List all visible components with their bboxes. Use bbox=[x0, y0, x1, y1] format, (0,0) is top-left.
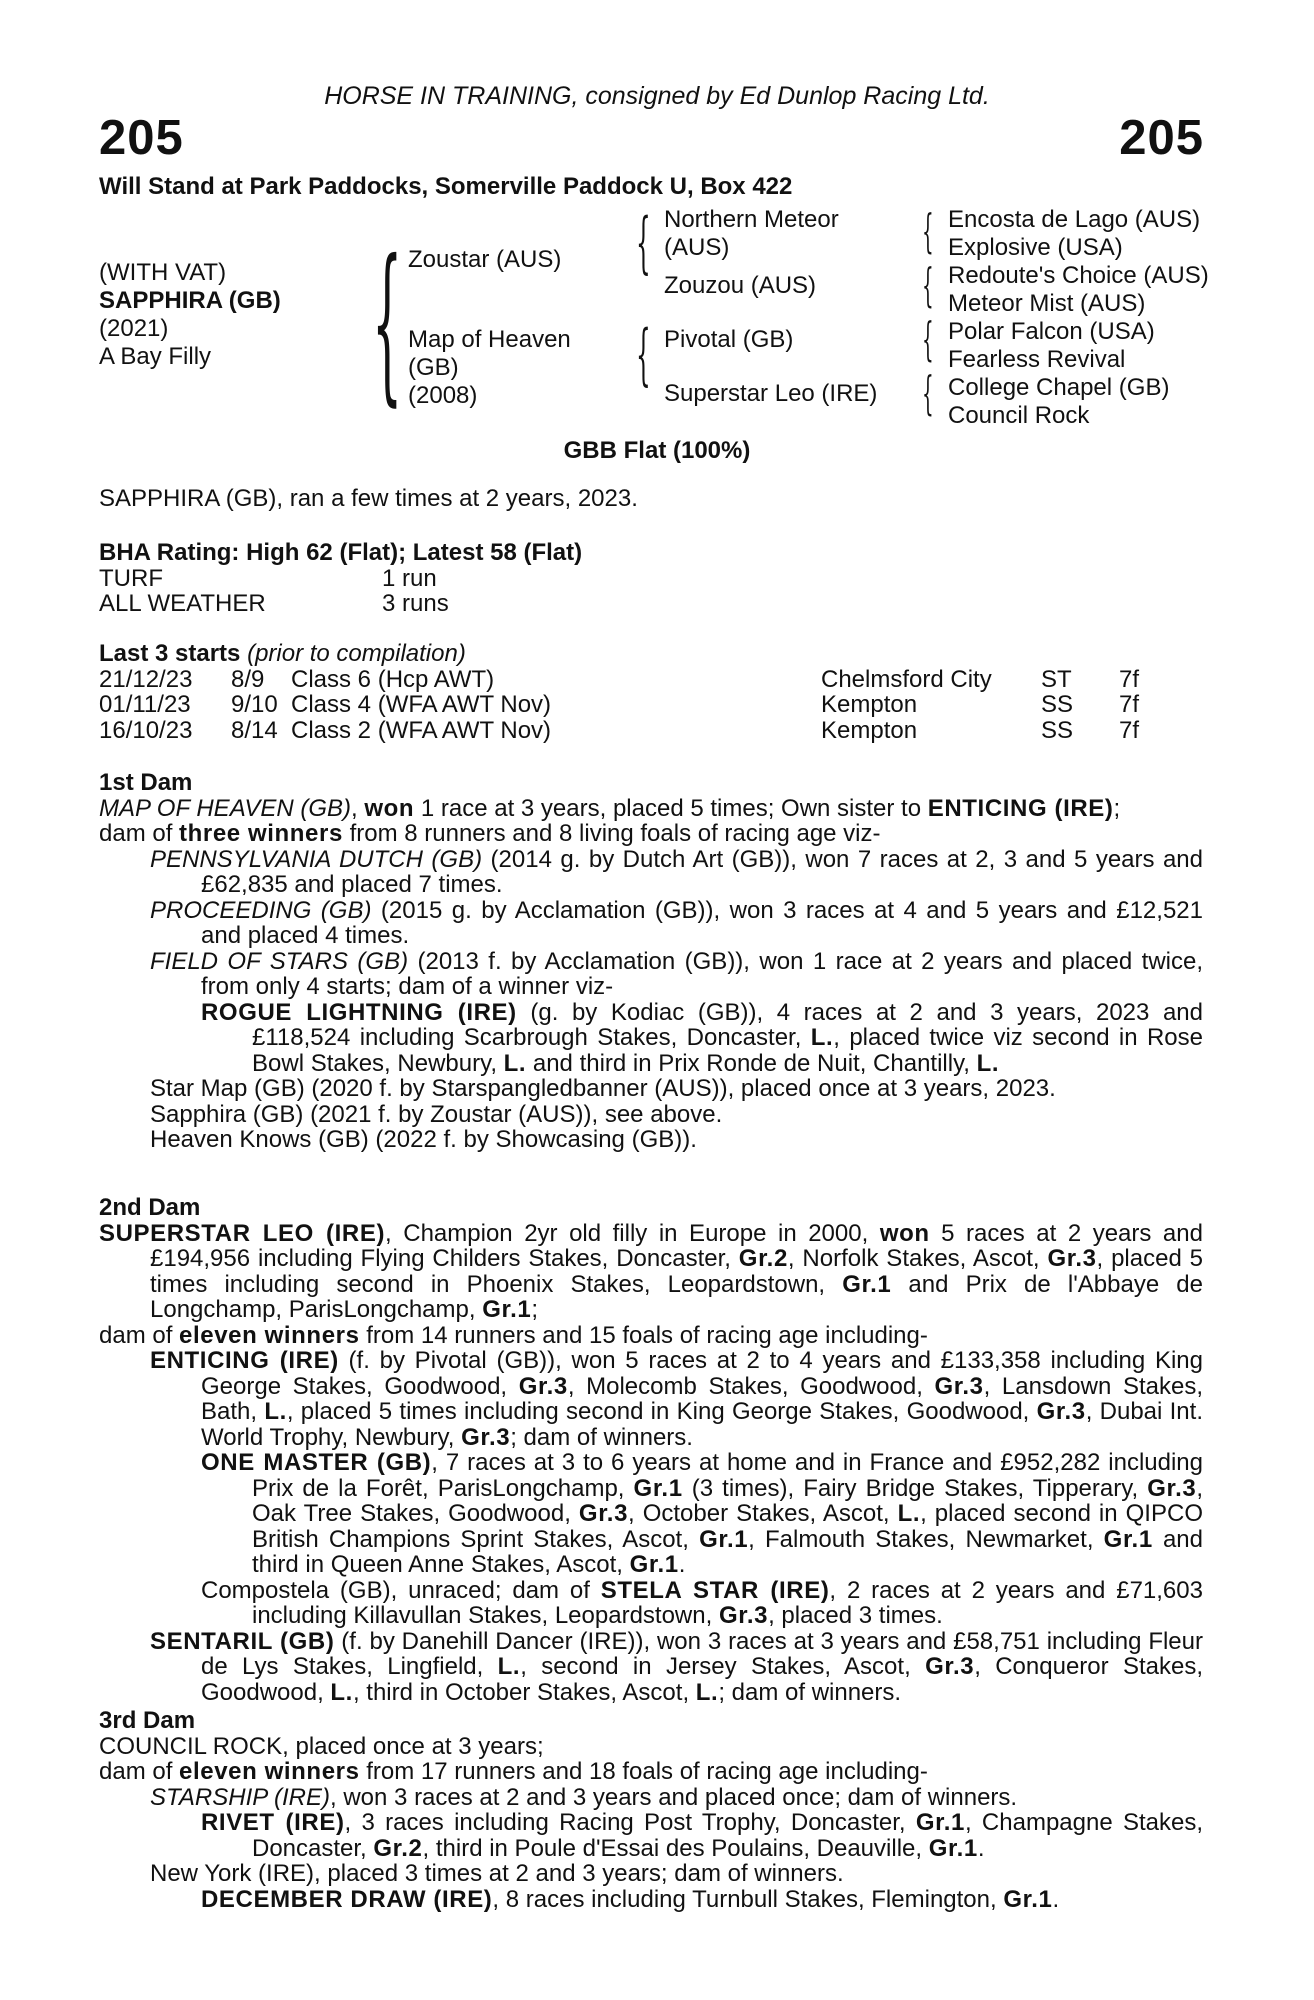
start-distance: 7f bbox=[1119, 691, 1140, 718]
t: dam of bbox=[99, 1758, 180, 1785]
second-dam-name: SUPERSTAR LEO (IRE) bbox=[99, 1219, 386, 1247]
group-label: Gr.3 bbox=[1036, 1398, 1086, 1425]
last-starts-heading bbox=[99, 641, 1203, 667]
t: ; dam of winners. bbox=[510, 1423, 693, 1451]
third-dam-title: 3rd Dam bbox=[99, 1707, 196, 1734]
group-label: Gr.3 bbox=[461, 1423, 511, 1451]
pedigree-dam-name: Map of Heaven bbox=[408, 326, 571, 353]
horse-description: A Bay Filly bbox=[99, 343, 212, 370]
t: , third in October Stakes, Ascot, bbox=[352, 1678, 696, 1706]
produce-compostela bbox=[99, 1578, 1203, 1629]
vat-label: (WITH VAT) bbox=[99, 259, 227, 286]
start-course: Kempton bbox=[821, 691, 918, 718]
t: dam of bbox=[99, 1321, 180, 1349]
pedigree-brace-main: { bbox=[372, 224, 403, 422]
produce-one-master bbox=[99, 1450, 1203, 1578]
t: , placed 3 times. bbox=[768, 1602, 943, 1629]
consignment-line: HORSE IN TRAINING, consigned by Ed Dunlop Racing Ltd. bbox=[324, 82, 990, 110]
t: , Champagne Stakes, Doncaster, bbox=[252, 1809, 1203, 1862]
t: , Norfolk Stakes, Ascot, bbox=[787, 1245, 1048, 1272]
produce-heaven-knows: Heaven Knows (GB) (2022 f. by Showcasing (GB)). bbox=[150, 1126, 697, 1153]
t: from 8 runners and 8 living foals of racing age viz- bbox=[342, 820, 881, 847]
t: , won 3 races at 2 and 3 years and placed once; dam of winners. bbox=[330, 1783, 1018, 1811]
t: . bbox=[1052, 1885, 1060, 1913]
pedigree-gen3-group bbox=[948, 206, 1209, 430]
group-label: Gr.1 bbox=[482, 1296, 532, 1323]
start-position: 9/10 bbox=[231, 691, 278, 718]
pedigree-ss-country: (AUS) bbox=[664, 234, 730, 261]
start-date: 21/12/23 bbox=[99, 665, 193, 693]
stand-location: Will Stand at Park Paddocks, Somerville Paddock U, Box 422 bbox=[99, 173, 793, 200]
produce-name: PROCEEDING (GB) bbox=[150, 896, 372, 924]
third-dam-record: COUNCIL ROCK, placed once at 3 years; bbox=[99, 1732, 544, 1760]
start-position: 8/14 bbox=[231, 716, 278, 744]
last-starts-rows bbox=[99, 667, 1203, 744]
listed-label: L. bbox=[503, 1049, 527, 1077]
produce-pennsylvania-dutch bbox=[99, 847, 1203, 898]
start-row bbox=[99, 667, 1203, 693]
sister-name: ENTICING (IRE) bbox=[927, 794, 1114, 822]
start-class: Class 4 (WFA AWT Nov) bbox=[291, 691, 552, 718]
group-label: Gr.1 bbox=[1103, 1525, 1153, 1553]
t: (2014 g. by Dutch Art (GB)), won 7 races at 2, 3 and 5 years and £62,835 and placed 7 times. bbox=[201, 845, 1204, 898]
produce-proceeding bbox=[99, 898, 1203, 949]
group-label: Gr.1 bbox=[915, 1809, 965, 1836]
pedigree-brace-ss: { bbox=[922, 204, 934, 258]
start-date: 16/10/23 bbox=[99, 716, 193, 744]
second-dam-title: 2nd Dam bbox=[99, 1194, 201, 1221]
horse-year: (2021) bbox=[99, 315, 169, 342]
produce-december-draw bbox=[99, 1887, 1203, 1913]
group-label: Gr.3 bbox=[925, 1653, 975, 1680]
pedigree-ssd: Explosive (USA) bbox=[948, 234, 1123, 261]
group-label: Gr.1 bbox=[699, 1525, 749, 1553]
listed-label: L. bbox=[497, 1653, 521, 1680]
pedigree-ddd: Council Rock bbox=[948, 402, 1090, 429]
last-starts-section bbox=[99, 641, 1203, 743]
produce-field-of-stars bbox=[99, 949, 1203, 1000]
pedigree-dam bbox=[408, 326, 571, 410]
start-row bbox=[99, 692, 1203, 718]
produce-starship bbox=[99, 1785, 1203, 1811]
group-label: Gr.3 bbox=[718, 1602, 769, 1629]
produce-sapphira: Sapphira (GB) (2021 f. by Zoustar (AUS)), see above. bbox=[150, 1100, 723, 1128]
pedigree-dds: College Chapel (GB) bbox=[948, 374, 1170, 401]
first-dam-section bbox=[99, 770, 1203, 1153]
pedigree-sire-sire bbox=[664, 206, 839, 262]
t: , Falmouth Stakes, Newmarket, bbox=[748, 1525, 1104, 1553]
pedigree-dsd: Fearless Revival bbox=[948, 346, 1126, 373]
start-going: ST bbox=[1041, 665, 1072, 693]
first-dam-name: MAP OF HEAVEN (GB) bbox=[99, 794, 352, 822]
t: . bbox=[977, 1834, 985, 1862]
t: (2015 g. by Acclamation (GB)), won 3 races at 4 and 5 years and £12,521 and placed 4 times. bbox=[201, 896, 1203, 949]
rating-turf-row bbox=[99, 566, 1203, 592]
t: ; dam of winners. bbox=[718, 1678, 902, 1706]
t: and Prix de l'Abbaye de Longchamp, ParisLongchamp, bbox=[150, 1270, 1203, 1323]
group-label: Gr.3 bbox=[1147, 1474, 1197, 1502]
produce-enticing bbox=[99, 1348, 1203, 1450]
pedigree-ss-name: Northern Meteor bbox=[664, 206, 839, 233]
start-distance: 7f bbox=[1119, 716, 1140, 744]
group-label: Gr.1 bbox=[633, 1474, 683, 1502]
first-dam-produce bbox=[99, 821, 1203, 847]
t: Compostela (GB), unraced; dam of bbox=[201, 1576, 601, 1604]
t: , Conqueror Stakes, Goodwood, bbox=[201, 1653, 1204, 1706]
t: (2013 f. by Acclamation (GB)), won 1 race at 2 years and placed twice, from only 4 starts; dam of a winner viz- bbox=[201, 947, 1203, 1000]
group-label: Gr.2 bbox=[373, 1834, 423, 1862]
t: , second in Jersey Stakes, Ascot, bbox=[520, 1653, 926, 1680]
produce-name: ONE MASTER (GB) bbox=[201, 1449, 432, 1476]
t: , 3 races including Racing Post Trophy, Doncaster, bbox=[344, 1809, 916, 1836]
t: (f. by Pivotal (GB)), won 5 races at 2 to 4 years and £133,358 including King George Stakes, Goodwood, bbox=[201, 1347, 1203, 1400]
t: , placed 5 times including second in King George Stakes, Goodwood, bbox=[286, 1398, 1037, 1425]
t: (f. by Danehill Dancer (IRE)), won 3 races at 3 years and £58,751 including Fleur de Lys Stakes, Lingfield, bbox=[201, 1627, 1203, 1680]
t: from 14 runners and 15 foals of racing age including- bbox=[359, 1321, 928, 1349]
t: 5 races at 2 years and £194,956 including Flying Childers Stakes, Doncaster, bbox=[150, 1219, 1203, 1272]
t: , placed twice viz second in Rose Bowl Stakes, Newbury, bbox=[252, 1024, 1203, 1077]
last-starts-note: (prior to compilation) bbox=[247, 640, 466, 667]
group-label: Gr.1 bbox=[928, 1834, 978, 1862]
pedigree-sire-dam: Zouzou (AUS) bbox=[664, 272, 817, 299]
pedigree-brace-dam: { bbox=[636, 316, 651, 393]
third-dam-produce bbox=[99, 1759, 1203, 1785]
start-course: Kempton bbox=[821, 716, 918, 744]
turf-label: TURF bbox=[99, 564, 163, 592]
aw-runs: 3 runs bbox=[382, 590, 449, 617]
pedigree-dam-sire: Pivotal (GB) bbox=[664, 326, 794, 353]
horse-name: SAPPHIRA (GB) bbox=[99, 287, 281, 314]
second-dam-produce bbox=[99, 1323, 1203, 1349]
last-starts-title: Last 3 starts bbox=[99, 640, 241, 667]
t: , 7 races at 3 to 6 years at home and in France and £952,282 including Prix de la Forêt, ParisLongchamp, bbox=[252, 1449, 1203, 1502]
t: , October Stakes, Ascot, bbox=[628, 1500, 898, 1527]
produce-rogue-lightning bbox=[99, 1000, 1203, 1077]
produce-new-york: New York (IRE), placed 3 times at 2 and 3 years; dam of winners. bbox=[150, 1860, 844, 1887]
pedigree-dss: Polar Falcon (USA) bbox=[948, 318, 1155, 345]
t: , Dubai Int. World Trophy, Newbury, bbox=[201, 1398, 1203, 1451]
second-dam-record bbox=[99, 1221, 1203, 1323]
group-label: Gr.3 bbox=[1047, 1245, 1097, 1272]
rating-title: BHA Rating: High 62 (Flat); Latest 58 (Flat) bbox=[99, 539, 583, 566]
group-label: Gr.1 bbox=[842, 1270, 892, 1298]
t: and third in Queen Anne Stakes, Ascot, bbox=[252, 1525, 1204, 1578]
group-label: Gr.3 bbox=[518, 1372, 568, 1400]
rating-section bbox=[99, 540, 1203, 617]
t: 1 race at 3 years, placed 5 times; Own sister to bbox=[414, 794, 928, 822]
t: dam of bbox=[99, 820, 180, 847]
t: , placed 5 times including second in Phoenix Stakes, Leopardstown, bbox=[150, 1245, 1203, 1298]
start-date: 01/11/23 bbox=[99, 691, 191, 718]
produce-name: STELA STAR (IRE) bbox=[600, 1576, 830, 1604]
start-going: SS bbox=[1041, 716, 1074, 744]
start-position: 8/9 bbox=[231, 665, 265, 693]
group-label: Gr.1 bbox=[1003, 1885, 1053, 1913]
t: , third in Poule d'Essai des Poulains, Deauville, bbox=[422, 1834, 929, 1862]
t: ; bbox=[1113, 794, 1121, 822]
listed-label: L. bbox=[976, 1049, 1000, 1077]
produce-name: FIELD OF STARS (GB) bbox=[150, 947, 409, 975]
produce-name: SENTARIL (GB) bbox=[150, 1627, 335, 1655]
lot-number-left: 205 bbox=[99, 111, 184, 165]
second-dam-section bbox=[99, 1195, 1203, 1705]
pedigree-dam-country: (GB) bbox=[408, 354, 459, 381]
t: from 17 runners and 18 foals of racing age including- bbox=[359, 1758, 928, 1785]
produce-name: PENNSYLVANIA DUTCH (GB) bbox=[150, 845, 483, 873]
t: ; bbox=[531, 1296, 538, 1323]
produce-star-map: Star Map (GB) (2020 f. by Starspangledbanner (AUS)), placed once at 3 years, 2023. bbox=[150, 1075, 1056, 1102]
t: , Oak Tree Stakes, Goodwood, bbox=[252, 1474, 1203, 1527]
produce-sentaril bbox=[99, 1629, 1203, 1706]
winners-count: eleven winners bbox=[179, 1758, 360, 1785]
pedigree-brace-dd: { bbox=[922, 366, 934, 420]
start-going: SS bbox=[1041, 691, 1074, 718]
start-distance: 7f bbox=[1119, 665, 1140, 693]
produce-name: ENTICING (IRE) bbox=[150, 1347, 339, 1374]
first-dam-title: 1st Dam bbox=[99, 769, 193, 796]
gbb-label: GBB Flat (100%) bbox=[563, 437, 751, 464]
group-label: Gr.3 bbox=[578, 1500, 629, 1527]
pedigree-brace-sire: { bbox=[636, 204, 651, 281]
t: , Molecomb Stakes, Goodwood, bbox=[567, 1372, 935, 1400]
produce-name: RIVET (IRE) bbox=[201, 1809, 345, 1836]
t: , bbox=[351, 794, 365, 822]
listed-label: L. bbox=[264, 1398, 287, 1425]
turf-runs: 1 run bbox=[382, 564, 437, 592]
pedigree-sss: Encosta de Lago (AUS) bbox=[948, 206, 1201, 233]
aw-label: ALL WEATHER bbox=[99, 590, 266, 617]
t: , 2 races at 2 years and £71,603 including Killavullan Stakes, Leopardstown, bbox=[252, 1576, 1203, 1629]
t: (g. by Kodiac (GB)), 4 races at 2 and 3 years, 2023 and £118,524 including Scarbrough Stakes, Doncaster, bbox=[252, 998, 1203, 1051]
t: (3 times), Fairy Bridge Stakes, Tipperary, bbox=[682, 1474, 1148, 1502]
t: , placed second in QIPCO British Champions Sprint Stakes, Ascot, bbox=[252, 1500, 1203, 1553]
group-label: Gr.1 bbox=[629, 1551, 679, 1578]
third-dam-section bbox=[99, 1708, 1203, 1912]
listed-label: L. bbox=[897, 1500, 921, 1527]
pedigree-sdd: Meteor Mist (AUS) bbox=[948, 290, 1146, 317]
t: , Champion 2yr old filly in Europe in 2000, bbox=[385, 1219, 880, 1247]
pedigree-brace-ds: { bbox=[922, 312, 934, 366]
group-label: Gr.3 bbox=[934, 1372, 984, 1400]
winners-count: eleven winners bbox=[179, 1321, 360, 1349]
pedigree-sds: Redoute's Choice (AUS) bbox=[948, 262, 1209, 289]
horse-identity bbox=[99, 259, 281, 371]
won-label: won bbox=[364, 794, 415, 822]
pedigree-sire: Zoustar (AUS) bbox=[408, 246, 562, 273]
produce-name: STARSHIP (IRE) bbox=[150, 1783, 331, 1811]
winners-count: three winners bbox=[179, 820, 343, 847]
t: , Lansdown Stakes, Bath, bbox=[201, 1372, 1203, 1425]
listed-label: L. bbox=[695, 1678, 719, 1706]
t: and third in Prix Ronde de Nuit, Chantilly, bbox=[526, 1049, 977, 1077]
pedigree-brace-sd: { bbox=[922, 258, 934, 312]
start-class: Class 6 (Hcp AWT) bbox=[291, 665, 495, 693]
listed-label: L. bbox=[330, 1678, 353, 1706]
lot-number-right: 205 bbox=[1119, 111, 1204, 165]
produce-name: ROGUE LIGHTNING (IRE) bbox=[201, 998, 517, 1026]
start-class: Class 2 (WFA AWT Nov) bbox=[291, 716, 552, 744]
produce-name: DECEMBER DRAW (IRE) bbox=[201, 1885, 493, 1913]
first-dam-line bbox=[99, 796, 1203, 822]
start-row bbox=[99, 718, 1203, 744]
pedigree-dam-year: (2008) bbox=[408, 382, 478, 409]
race-summary: SAPPHIRA (GB), ran a few times at 2 years, 2023. bbox=[99, 485, 638, 512]
rating-aw-row bbox=[99, 591, 1203, 617]
start-course: Chelmsford City bbox=[821, 665, 992, 693]
t: , 8 races including Turnbull Stakes, Flemington, bbox=[492, 1885, 1004, 1913]
t: . bbox=[678, 1551, 686, 1578]
won-label: won bbox=[879, 1219, 930, 1247]
group-label: Gr.2 bbox=[738, 1245, 788, 1272]
listed-label: L. bbox=[810, 1024, 834, 1051]
produce-rivet bbox=[99, 1810, 1203, 1861]
pedigree-dam-dam: Superstar Leo (IRE) bbox=[664, 380, 878, 407]
